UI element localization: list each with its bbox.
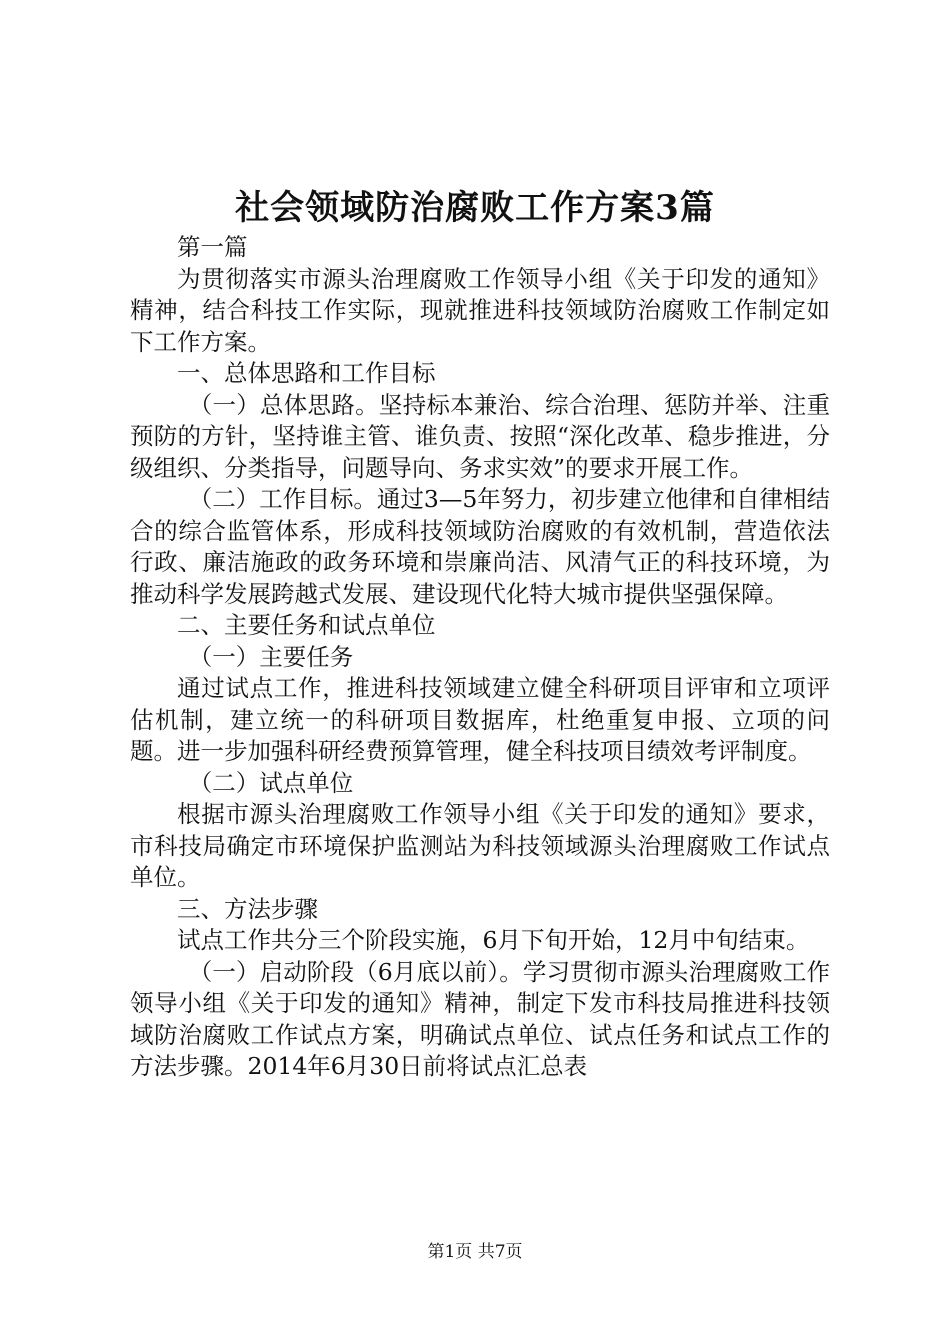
body-paragraph: 试点工作共分三个阶段实施，6月下旬开始，12月中旬结束。 bbox=[177, 926, 810, 954]
section-label: 第一篇 bbox=[177, 233, 248, 261]
body-paragraph: 根据市源头治理腐败工作领导小组《关于印发的通知》要求，市科技局确定市环境保护监测站为科技领域源头治理腐败工作试点单位。 bbox=[130, 800, 830, 891]
section-heading: 一、总体思路和工作目标 bbox=[177, 359, 436, 387]
body-paragraph: （二）工作目标。通过3—5年努力，初步建立他律和自律相结合的综合监管体系，形成科技领域防治腐败的有效机制，营造依法行政、廉洁施政的政务环境和崇廉尚洁、风清气正的科技环境，为推动科学发展跨越式发展、建设现代化特大城市提供坚强保障。 bbox=[130, 485, 830, 608]
body-paragraph: 通过试点工作，推进科技领域建立健全科研项目评审和立项评估机制，建立统一的科研项目数据库，杜绝重复申报、立项的问题。进一步加强科研经费预算管理，健全科技项目绩效考评制度。 bbox=[130, 674, 830, 765]
section-heading: 三、方法步骤 bbox=[177, 894, 318, 923]
document-body bbox=[130, 232, 830, 1083]
body-paragraph: 为贯彻落实市源头治理腐败工作领导小组《关于印发的通知》精神，结合科技工作实际，现就推进科技领域防治腐败工作制定如下工作方案。 bbox=[130, 264, 830, 356]
body-paragraph: （一）总体思路。坚持标本兼治、综合治理、惩防并举、注重预防的方针，坚持谁主管、谁负责、按照“深化改革、稳步推进，分级组织、分类指导，问题导向、务求实效”的要求开展工作。 bbox=[130, 390, 830, 482]
page-footer: 第1页 共7页 bbox=[427, 1242, 523, 1262]
body-paragraph: （一）启动阶段（6月底以前）。学习贯彻市源头治理腐败工作领导小组《关于印发的通知》精神，制定下发市科技局推进科技领域防治腐败工作试点方案，明确试点单位、试点任务和试点工作的方法步骤。2014年6月30日前将试点汇总表 bbox=[130, 957, 830, 1080]
section-heading: 二、主要任务和试点单位 bbox=[177, 611, 436, 639]
document-title: 社会领域防治腐败工作方案3篇 bbox=[235, 188, 715, 228]
subsection-heading: （一）主要任务 bbox=[188, 642, 354, 671]
subsection-heading: （二）试点单位 bbox=[188, 768, 354, 797]
